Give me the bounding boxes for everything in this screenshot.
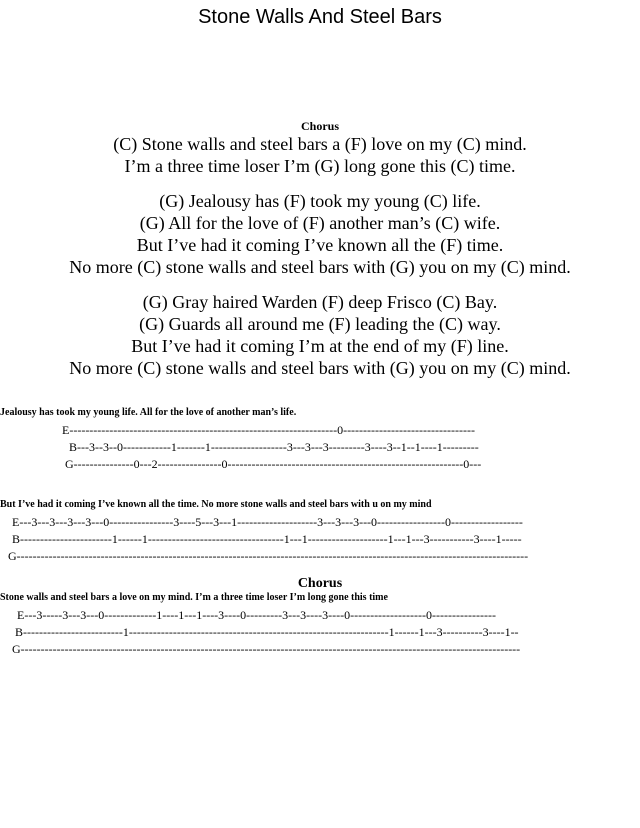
- lyric-line: But I’ve had it coming I’m at the end of my (F) line.: [131, 336, 509, 356]
- tab-string-b: B---3--3--0------------1-------1-------------------3---3---3---------3----3--1--1----1---------: [69, 440, 479, 454]
- tab-string-e: E---3---3---3---3---0----------------3----5---3---1--------------------3---3---3---0-----------------0------------------: [12, 515, 523, 529]
- lyric-line: (C) Stone walls and steel bars a (F) love on my (C) mind.: [113, 134, 527, 154]
- chorus-heading: Chorus: [300, 119, 339, 133]
- tab-block-3: [0, 592, 640, 658]
- tab-caption: Jealousy has took my young life. All for the love of another man’s life.: [0, 407, 297, 418]
- verse-two: [0, 291, 640, 379]
- lyric-line: (G) Jealousy has (F) took my young (C) life.: [159, 191, 481, 211]
- tab-string-b: B-----------------------1------1----------------------------------1---1--------------------1---1---3-----------3----1-----: [12, 532, 522, 546]
- lyric-line: (G) Gray haired Warden (F) deep Frisco (C) Bay.: [142, 292, 498, 312]
- tab-block-1: [0, 407, 640, 473]
- lyric-line: No more (C) stone walls and steel bars with (G) you on my (C) mind.: [69, 358, 571, 378]
- lyric-line: I’m a three time loser I’m (G) long gone this (C) time.: [124, 156, 516, 176]
- verse-one: [0, 190, 640, 278]
- lyric-line: No more (C) stone walls and steel bars with (G) you on my (C) mind.: [69, 257, 571, 277]
- tab-string-e: E---3-----3---3---0-------------1----1---1----3----0---------3---3----3----0-------------------0----------------: [17, 608, 496, 622]
- lyric-line: (G) All for the love of (F) another man’s (C) wife.: [139, 213, 501, 233]
- tab-block-2: [0, 499, 640, 565]
- chorus-verse: [0, 133, 640, 177]
- tab-string-g: G-----------------------------------------------------------------------------------------------------------------------------: [12, 642, 521, 656]
- song-title: Stone Walls And Steel Bars: [198, 6, 442, 28]
- tab-caption: Stone walls and steel bars a love on my mind. I’m a three time loser I’m long gone this time: [0, 592, 388, 603]
- tab-string-e: E-------------------------------------------------------------------0---------------------------------: [62, 423, 475, 437]
- tab-string-g: G--------------------------------------------------------------------------------------------------------------------------------: [8, 549, 529, 563]
- tab-string-g: G---------------0---2----------------0-----------------------------------------------------------0---: [65, 457, 482, 471]
- tab-caption: But I’ve had it coming I’ve known all the time. No more stone walls and steel bars with u on my mind: [0, 499, 432, 510]
- chorus-heading-2: Chorus: [297, 576, 343, 591]
- lyric-line: (G) Guards all around me (F) leading the (C) way.: [139, 314, 501, 334]
- lyric-line: But I’ve had it coming I’ve known all the (F) time.: [136, 235, 504, 255]
- tab-string-b: B-------------------------1-----------------------------------------------------------------1------1---3----------3----1--: [15, 625, 519, 639]
